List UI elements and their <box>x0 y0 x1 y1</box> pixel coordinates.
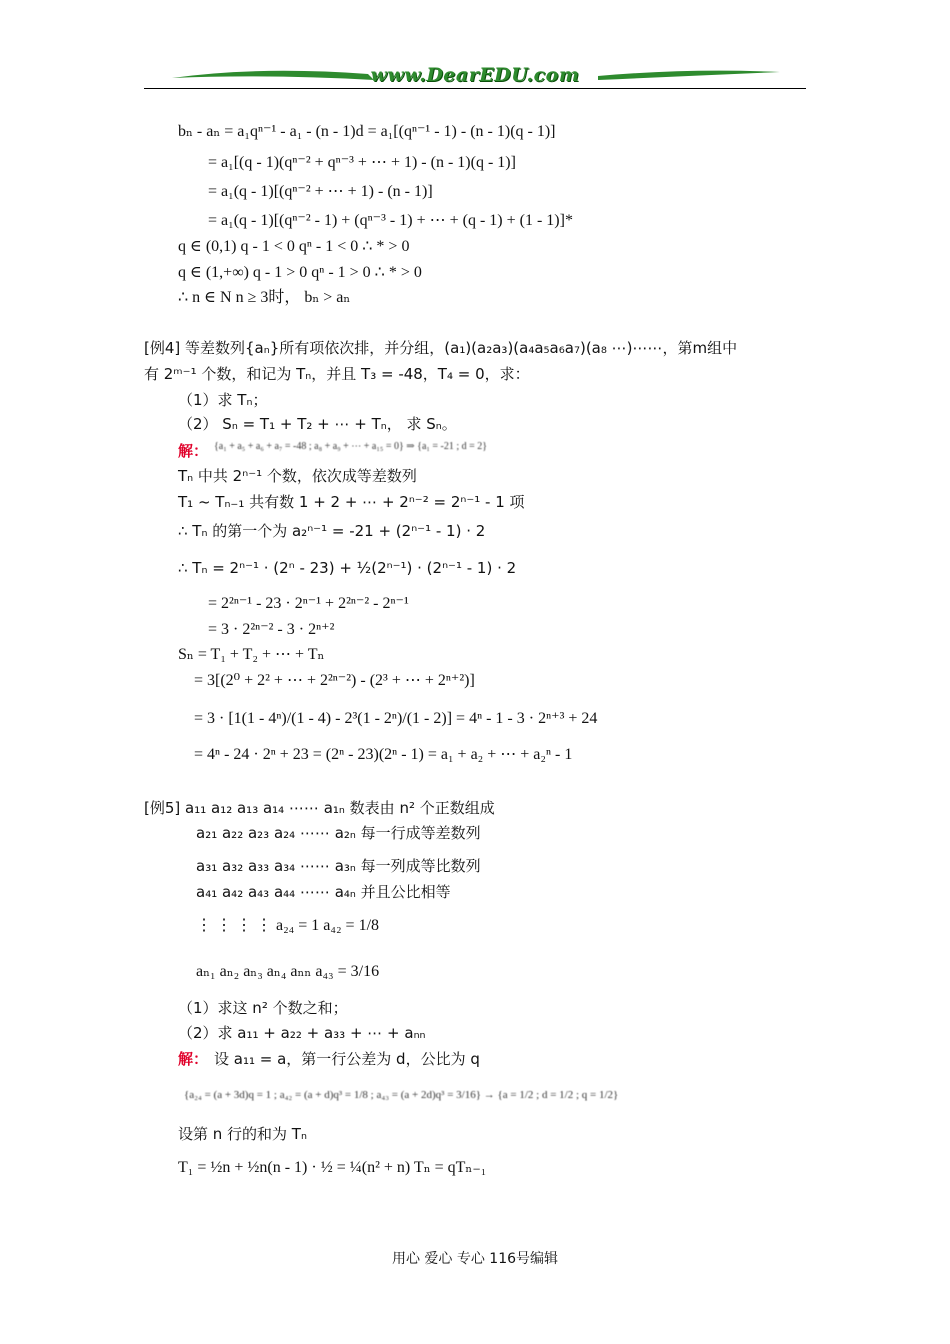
ex4-solution-label: 解： <box>178 442 209 460</box>
ex4-step-9: = 3 · [1(1 - 4ⁿ)/(1 - 4) - 2³(1 - 2ⁿ)/(1 - 2)] = 4ⁿ - 1 - 3 · 2ⁿ⁺³ + 24 <box>194 710 598 727</box>
ex4-step-10: = 4ⁿ - 24 · 2ⁿ + 23 = (2ⁿ - 23)(2ⁿ - 1) = a₁ + a₂ + ⋯ + a₂ⁿ - 1 <box>194 746 573 763</box>
ex4-q1: （1）求 Tₙ； <box>178 391 268 409</box>
ex4-step-7: Sₙ = T₁ + T₂ + ⋯ + Tₙ <box>178 646 325 663</box>
proof-line-4: = a₁(q - 1)[(qⁿ⁻² - 1) + (qⁿ⁻³ - 1) + ⋯ + (q - 1) + (1 - 1)]* <box>208 212 573 229</box>
ex4-solution-system: {a₁ + a₅ + a₆ + a₇ = -48 ; a₈ + a₉ + ⋯ + a₁₅ = 0} ⇒ {a₁ = -21 ; d = 2} <box>214 441 488 452</box>
ex4-q2: （2） Sₙ = T₁ + T₂ + ⋯ + Tₙ， 求 Sₙ。 <box>178 415 457 433</box>
proof-line-5: q ∈ (0,1) q - 1 < 0 qⁿ - 1 < 0 ∴ * > 0 <box>178 238 410 255</box>
ex5-row-3: a₃₁ a₃₂ a₃₃ a₃₄ ⋯⋯ a₃ₙ 每一列成等比数列 <box>196 857 481 875</box>
ex4-step-3: ∴ Tₙ 的第一个为 a₂ⁿ⁻¹ = -21 + (2ⁿ⁻¹ - 1) · 2 <box>178 522 486 540</box>
ex4-step-1: Tₙ 中共 2ⁿ⁻¹ 个数，依次成等差数列 <box>178 467 417 485</box>
ex5-title: [例5] a₁₁ a₁₂ a₁₃ a₁₄ ⋯⋯ a₁ₙ 数表由 n² 个正数组成 <box>144 799 495 817</box>
ex5-q1: （1）求这 n² 个数之和； <box>178 999 348 1017</box>
ex4-step-6: = 3 · 2²ⁿ⁻² - 3 · 2ⁿ⁺² <box>208 621 335 638</box>
page-footer: 用心 爱心 专心 116号编辑 <box>391 1251 559 1267</box>
ex4-step-2: T₁ ~ Tₙ₋₁ 共有数 1 + 2 + ⋯ + 2ⁿ⁻² = 2ⁿ⁻¹ - 1 项 <box>178 493 525 511</box>
page-header <box>144 58 806 94</box>
proof-line-3: = a₁(q - 1)[(qⁿ⁻² + ⋯ + 1) - (n - 1)] <box>208 183 433 200</box>
ex5-row-4: a₄₁ a₄₂ a₄₃ a₄₄ ⋯⋯ a₄ₙ 并且公比相等 <box>196 883 451 901</box>
header-rule <box>144 88 806 89</box>
ex5-solution-text: 设 a₁₁ = a，第一行公差为 d，公比为 q <box>214 1050 480 1068</box>
ex4-step-4: ∴ Tₙ = 2ⁿ⁻¹ · (2ⁿ - 23) + ½(2ⁿ⁻¹) · (2ⁿ⁻¹ - 1) · 2 <box>178 559 517 577</box>
ex5-row-sum: 设第 n 行的和为 Tₙ <box>178 1125 307 1143</box>
header-site-name: www.DearEDU.com <box>370 64 580 86</box>
ex5-t1-formula: T₁ = ½n + ½n(n - 1) · ½ = ¼(n² + n) Tₙ = qTₙ₋₁ <box>178 1159 487 1176</box>
ex5-solution-label: 解： <box>178 1050 209 1068</box>
ex4-title: [例4] 等差数列{aₙ}所有项依次排，并分组，(a₁)(a₂a₃)(a₄a₅a₆a₇)(a₈ ⋯)⋯⋯，第m组中 <box>144 339 738 357</box>
proof-line-7: ∴ n ∈ N n ≥ 3时， bₙ > aₙ <box>178 289 351 306</box>
ex4-step-8: = 3[(2⁰ + 2² + ⋯ + 2²ⁿ⁻²) - (2³ + ⋯ + 2ⁿ⁺²)] <box>194 672 475 689</box>
ex5-solution-system: {a₂₄ = (a + 3d)q = 1 ; a₄₂ = (a + d)q³ = 1/8 ; a₄₃ = (a + 2d)q³ = 3/16} → {a = 1/2 ; d = 1/2 ; q = 1/2} <box>184 1089 619 1101</box>
ex5-row-n: aₙ₁ aₙ₂ aₙ₃ aₙ₄ aₙₙ a₄₃ = 3/16 <box>196 963 380 980</box>
proof-line-6: q ∈ (1,+∞) q - 1 > 0 qⁿ - 1 > 0 ∴ * > 0 <box>178 264 422 281</box>
ex5-row-dots: ⋮ ⋮ ⋮ ⋮ a₂₄ = 1 a₄₂ = 1/8 <box>196 917 380 934</box>
proof-line-1: bₙ - aₙ = a₁qⁿ⁻¹ - a₁ - (n - 1)d = a₁[(qⁿ⁻¹ - 1) - (n - 1)(q - 1)] <box>178 123 556 140</box>
proof-line-2: = a₁[(q - 1)(qⁿ⁻² + qⁿ⁻³ + ⋯ + 1) - (n - 1)(q - 1)] <box>208 154 516 171</box>
ex4-title-2: 有 2ᵐ⁻¹ 个数，和记为 Tₙ，并且 T₃ = -48，T₄ = 0，求： <box>144 365 530 383</box>
ex5-q2: （2）求 a₁₁ + a₂₂ + a₃₃ + ⋯ + aₙₙ <box>178 1024 426 1042</box>
ex5-row-2: a₂₁ a₂₂ a₂₃ a₂₄ ⋯⋯ a₂ₙ 每一行成等差数列 <box>196 824 481 842</box>
ex4-step-5: = 2²ⁿ⁻¹ - 23 · 2ⁿ⁻¹ + 2²ⁿ⁻² - 2ⁿ⁻¹ <box>208 595 409 612</box>
